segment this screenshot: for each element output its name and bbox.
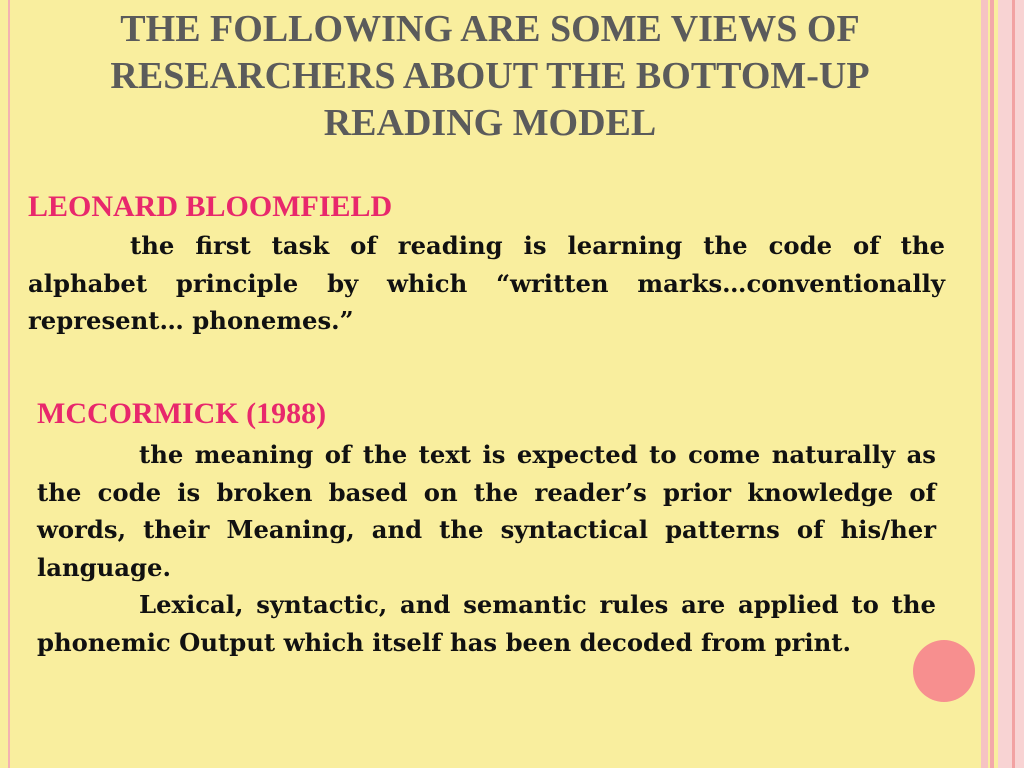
right-border-stripe-3 bbox=[998, 0, 1024, 768]
section-heading-mccormick: MCCORMICK (1988) bbox=[37, 397, 327, 430]
left-border-stripe bbox=[8, 0, 10, 768]
decorative-circle bbox=[913, 640, 975, 702]
slide-title: THE FOLLOWING ARE SOME VIEWS OF RESEARCHERS ABOUT THE BOTTOM-UP READING MODEL bbox=[110, 8, 870, 144]
right-border-stripe-2 bbox=[990, 0, 994, 768]
right-border-stripe-4 bbox=[1012, 0, 1015, 768]
right-border-stripe-1 bbox=[981, 0, 988, 768]
bloomfield-paragraph: the first task of reading is learning the code of the alphabet principle by which “written marks…conventionally represent… phonemes.” bbox=[28, 231, 945, 335]
mccormick-paragraph-2: Lexical, syntactic, and semantic rules are applied to the phonemic Output which itself has been decoded from print. bbox=[37, 590, 936, 657]
mccormick-paragraph-1: the meaning of the text is expected to come naturally as the code is broken based on the reader’s prior knowledge of words, their Meaning, and the syntactical patterns of his/her language. bbox=[37, 440, 936, 582]
section-heading-bloomfield: LEONARD BLOOMFIELD bbox=[28, 190, 393, 223]
